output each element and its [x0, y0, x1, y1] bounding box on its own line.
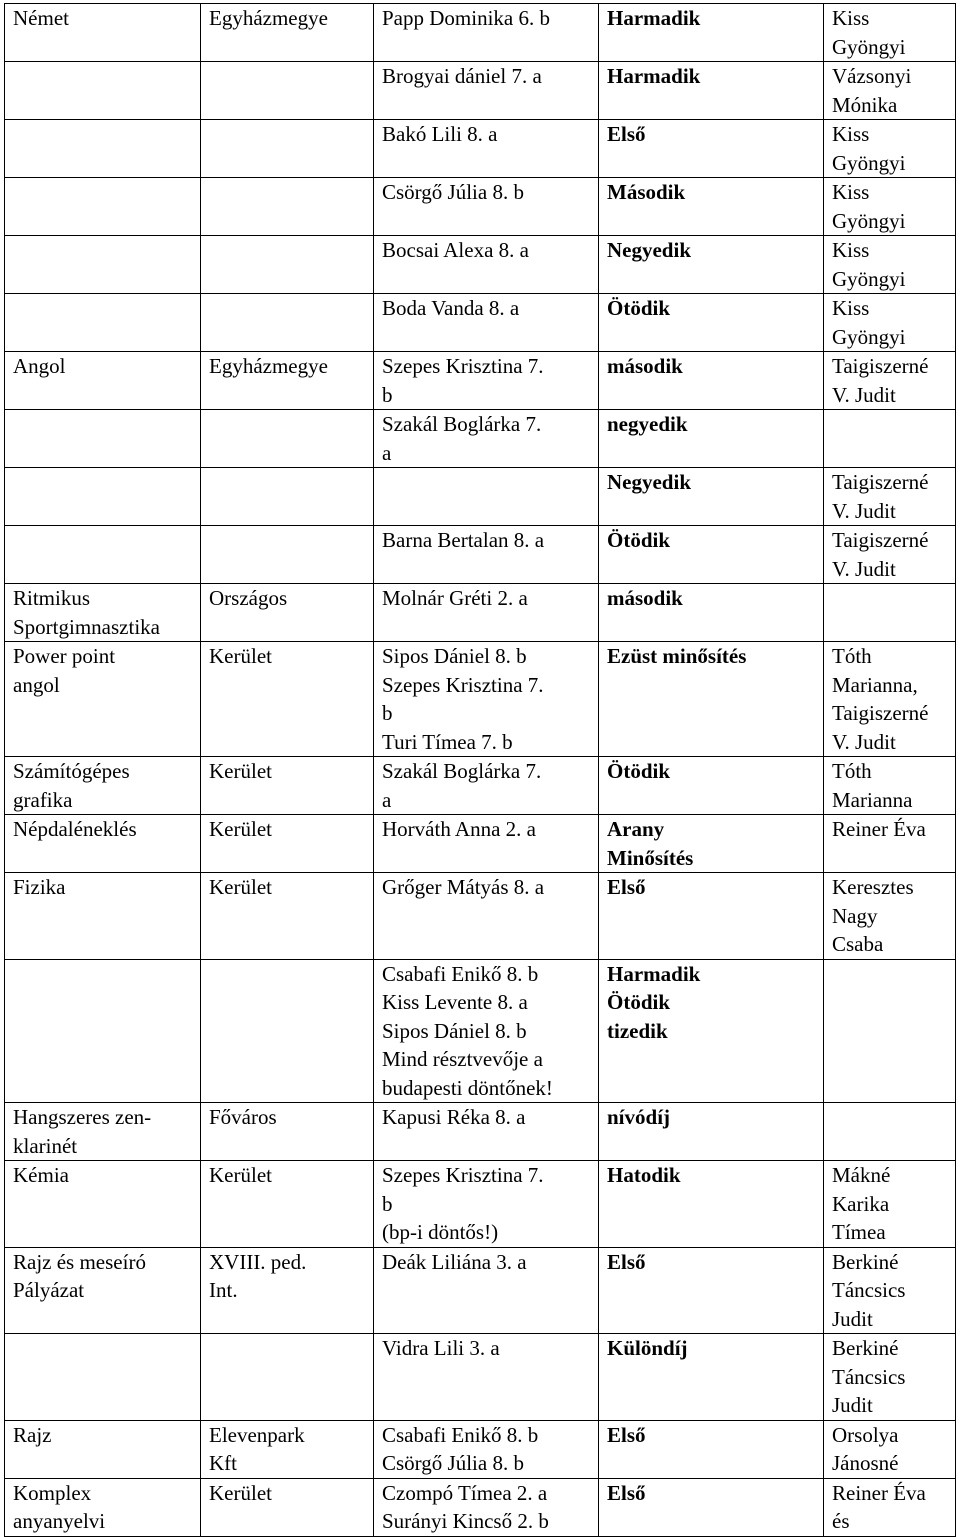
students-cell: Csabafi Enikő 8. b Kiss Levente 8. a Sipos Dániel 8. b Mind résztvevője a budapesti döntőnek! — [374, 959, 599, 1103]
results-table-body — [5, 4, 956, 1537]
students-cell: Sipos Dániel 8. b Szepes Krisztina 7. b Turi Tímea 7. b — [374, 642, 599, 757]
table-row — [5, 642, 956, 757]
subject-cell — [5, 236, 201, 294]
teacher-cell: Mákné Karika Tímea — [824, 1161, 956, 1248]
result-cell: nívódíj — [599, 1103, 824, 1161]
level-cell — [201, 1334, 374, 1421]
subject-cell — [5, 294, 201, 352]
subject-cell — [5, 178, 201, 236]
teacher-cell — [824, 584, 956, 642]
teacher-cell: Kiss Gyöngyi — [824, 178, 956, 236]
subject-cell: Ritmikus Sportgimnasztika — [5, 584, 201, 642]
result-cell: Negyedik — [599, 236, 824, 294]
result-cell: Arany Minősítés — [599, 815, 824, 873]
level-cell: Egyházmegye — [201, 4, 374, 62]
students-cell: Szepes Krisztina 7. b — [374, 352, 599, 410]
subject-cell: Power point angol — [5, 642, 201, 757]
level-cell: Kerület — [201, 1478, 374, 1536]
result-cell: második — [599, 584, 824, 642]
subject-cell: Angol — [5, 352, 201, 410]
subject-cell: Rajz és meseíró Pályázat — [5, 1247, 201, 1334]
result-cell: Első — [599, 1247, 824, 1334]
teacher-cell: Tóth Marianna — [824, 757, 956, 815]
result-cell: Ötödik — [599, 757, 824, 815]
teacher-cell: Reiner Éva és — [824, 1478, 956, 1536]
table-row — [5, 1103, 956, 1161]
level-cell: Egyházmegye — [201, 352, 374, 410]
result-cell: Különdíj — [599, 1334, 824, 1421]
table-row — [5, 410, 956, 468]
level-cell — [201, 236, 374, 294]
level-cell: XVIII. ped. Int. — [201, 1247, 374, 1334]
results-table — [4, 3, 956, 1537]
teacher-cell: Taigiszerné V. Judit — [824, 352, 956, 410]
result-cell: Ezüst minősítés — [599, 642, 824, 757]
level-cell: Országos — [201, 584, 374, 642]
teacher-cell: Kiss Gyöngyi — [824, 120, 956, 178]
level-cell: Elevenpark Kft — [201, 1420, 374, 1478]
level-cell — [201, 959, 374, 1103]
students-cell: Grőger Mátyás 8. a — [374, 873, 599, 960]
result-cell: második — [599, 352, 824, 410]
table-row — [5, 294, 956, 352]
table-row — [5, 62, 956, 120]
table-row — [5, 236, 956, 294]
subject-cell: Kémia — [5, 1161, 201, 1248]
subject-cell: Számítógépes grafika — [5, 757, 201, 815]
students-cell: Bakó Lili 8. a — [374, 120, 599, 178]
students-cell: Papp Dominika 6. b — [374, 4, 599, 62]
level-cell — [201, 120, 374, 178]
students-cell: Vidra Lili 3. a — [374, 1334, 599, 1421]
table-row — [5, 4, 956, 62]
students-cell: Szepes Krisztina 7. b (bp-i döntős!) — [374, 1161, 599, 1248]
subject-cell: Fizika — [5, 873, 201, 960]
level-cell — [201, 294, 374, 352]
students-cell: Czompó Tímea 2. a Surányi Kincső 2. b — [374, 1478, 599, 1536]
subject-cell: Népdaléneklés — [5, 815, 201, 873]
students-cell: Molnár Gréti 2. a — [374, 584, 599, 642]
teacher-cell: Reiner Éva — [824, 815, 956, 873]
teacher-cell: Kiss Gyöngyi — [824, 294, 956, 352]
level-cell: Kerület — [201, 642, 374, 757]
teacher-cell: Berkiné Táncsics Judit — [824, 1334, 956, 1421]
level-cell: Kerület — [201, 1161, 374, 1248]
students-cell: Barna Bertalan 8. a — [374, 526, 599, 584]
level-cell — [201, 178, 374, 236]
table-row — [5, 1478, 956, 1536]
students-cell — [374, 468, 599, 526]
result-cell: Negyedik — [599, 468, 824, 526]
level-cell — [201, 468, 374, 526]
result-cell: negyedik — [599, 410, 824, 468]
level-cell: Kerület — [201, 815, 374, 873]
teacher-cell: Berkiné Táncsics Judit — [824, 1247, 956, 1334]
result-cell: Harmadik — [599, 4, 824, 62]
result-cell: Második — [599, 178, 824, 236]
result-cell: Harmadik — [599, 62, 824, 120]
table-row — [5, 584, 956, 642]
teacher-cell: Kiss Gyöngyi — [824, 4, 956, 62]
level-cell — [201, 526, 374, 584]
result-cell: Hatodik — [599, 1161, 824, 1248]
students-cell: Horváth Anna 2. a — [374, 815, 599, 873]
table-row — [5, 1247, 956, 1334]
students-cell: Kapusi Réka 8. a — [374, 1103, 599, 1161]
teacher-cell: Tóth Marianna, Taigiszerné V. Judit — [824, 642, 956, 757]
result-cell: Harmadik Ötödik tizedik — [599, 959, 824, 1103]
subject-cell — [5, 120, 201, 178]
students-cell: Szakál Boglárka 7. a — [374, 410, 599, 468]
table-row — [5, 815, 956, 873]
result-cell: Első — [599, 873, 824, 960]
table-row — [5, 468, 956, 526]
teacher-cell: Taigiszerné V. Judit — [824, 468, 956, 526]
result-cell: Első — [599, 1478, 824, 1536]
subject-cell — [5, 1334, 201, 1421]
teacher-cell: Taigiszerné V. Judit — [824, 526, 956, 584]
table-row — [5, 526, 956, 584]
level-cell: Kerület — [201, 873, 374, 960]
subject-cell — [5, 468, 201, 526]
students-cell: Csörgő Júlia 8. b — [374, 178, 599, 236]
students-cell: Csabafi Enikő 8. b Csörgő Júlia 8. b — [374, 1420, 599, 1478]
table-row — [5, 873, 956, 960]
teacher-cell: Vázsonyi Mónika — [824, 62, 956, 120]
teacher-cell — [824, 1103, 956, 1161]
subject-cell: Komplex anyanyelvi — [5, 1478, 201, 1536]
teacher-cell: Orsolya Jánosné — [824, 1420, 956, 1478]
subject-cell — [5, 410, 201, 468]
teacher-cell — [824, 959, 956, 1103]
table-row — [5, 178, 956, 236]
result-cell: Első — [599, 120, 824, 178]
table-row — [5, 1334, 956, 1421]
subject-cell: Hangszeres zen- klarinét — [5, 1103, 201, 1161]
students-cell: Brogyai dániel 7. a — [374, 62, 599, 120]
teacher-cell: Kiss Gyöngyi — [824, 236, 956, 294]
students-cell: Szakál Boglárka 7. a — [374, 757, 599, 815]
teacher-cell — [824, 410, 956, 468]
table-row — [5, 757, 956, 815]
table-row — [5, 120, 956, 178]
subject-cell — [5, 526, 201, 584]
subject-cell — [5, 62, 201, 120]
level-cell — [201, 410, 374, 468]
result-cell: Ötödik — [599, 526, 824, 584]
subject-cell: Rajz — [5, 1420, 201, 1478]
table-row — [5, 959, 956, 1103]
table-row — [5, 1420, 956, 1478]
students-cell: Bocsai Alexa 8. a — [374, 236, 599, 294]
table-row — [5, 1161, 956, 1248]
subject-cell: Német — [5, 4, 201, 62]
teacher-cell: Keresztes Nagy Csaba — [824, 873, 956, 960]
students-cell: Boda Vanda 8. a — [374, 294, 599, 352]
level-cell: Főváros — [201, 1103, 374, 1161]
students-cell: Deák Liliána 3. a — [374, 1247, 599, 1334]
level-cell — [201, 62, 374, 120]
subject-cell — [5, 959, 201, 1103]
result-cell: Első — [599, 1420, 824, 1478]
table-row — [5, 352, 956, 410]
level-cell: Kerület — [201, 757, 374, 815]
result-cell: Ötödik — [599, 294, 824, 352]
